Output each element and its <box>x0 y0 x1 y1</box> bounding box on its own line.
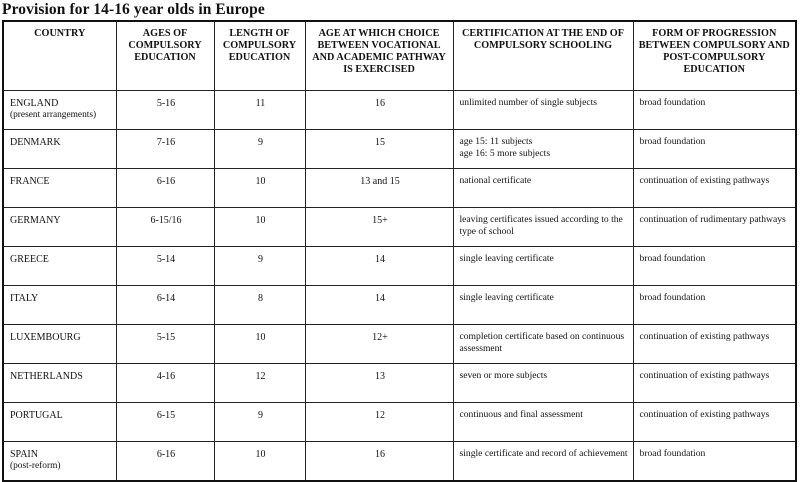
choice-age-cell: 16 <box>305 442 453 482</box>
certification-cell <box>453 442 633 482</box>
length-cell: 10 <box>214 208 305 247</box>
table-row <box>3 403 796 442</box>
country-name: LUXEMBOURG <box>10 332 81 343</box>
choice-age-cell: 15+ <box>305 208 453 247</box>
certification-cell <box>453 247 633 286</box>
ages-cell: 5-16 <box>116 91 214 130</box>
certification-cell <box>453 286 633 325</box>
table-row <box>3 91 796 130</box>
country-name: ENGLAND <box>10 98 59 109</box>
table-row <box>3 286 796 325</box>
choice-age-cell: 12 <box>305 403 453 442</box>
table-row <box>3 325 796 364</box>
country-name: FRANCE <box>10 176 50 187</box>
ages-cell: 5-15 <box>116 325 214 364</box>
choice-age-cell: 14 <box>305 286 453 325</box>
table-header-row <box>3 21 796 91</box>
choice-age-cell: 13 and 15 <box>305 169 453 208</box>
country-cell <box>3 130 116 169</box>
table-row <box>3 208 796 247</box>
country-name: PORTUGAL <box>10 410 63 421</box>
certification-cell <box>453 364 633 403</box>
length-cell: 12 <box>214 364 305 403</box>
choice-age-cell: 16 <box>305 91 453 130</box>
header-choice-age: AGE AT WHICH CHOICE BETWEEN VOCATIONAL AND ACADEMIC PATHWAY IS EXERCISED <box>305 21 453 91</box>
country-cell <box>3 247 116 286</box>
certification-text: single leaving certificate <box>459 253 554 264</box>
provision-table <box>2 20 797 482</box>
ages-cell: 6-15/16 <box>116 208 214 247</box>
progression-cell: broad foundation <box>633 286 796 325</box>
progression-cell: continuation of existing pathways <box>633 325 796 364</box>
country-name: GERMANY <box>10 215 61 226</box>
country-cell <box>3 91 116 130</box>
country-name: ITALY <box>10 293 39 304</box>
ages-cell: 6-16 <box>116 442 214 482</box>
length-cell: 10 <box>214 325 305 364</box>
ages-cell: 4-16 <box>116 364 214 403</box>
country-name: NETHERLANDS <box>10 371 83 382</box>
length-cell: 8 <box>214 286 305 325</box>
country-cell <box>3 364 116 403</box>
choice-age-cell: 15 <box>305 130 453 169</box>
certification-cell <box>453 208 633 247</box>
page-title: Provision for 14-16 year olds in Europe <box>2 1 265 18</box>
certification-cell <box>453 169 633 208</box>
ages-cell: 6-15 <box>116 403 214 442</box>
country-cell <box>3 325 116 364</box>
table-row <box>3 169 796 208</box>
certification-cell <box>453 91 633 130</box>
certification-text: completion certificate based on continuous assessment <box>459 331 625 354</box>
progression-cell: broad foundation <box>633 247 796 286</box>
progression-cell: broad foundation <box>633 130 796 169</box>
length-cell: 10 <box>214 442 305 482</box>
country-name: GREECE <box>10 254 49 265</box>
country-cell <box>3 403 116 442</box>
length-cell: 9 <box>214 130 305 169</box>
header-length: LENGTH OF COMPULSORY EDUCATION <box>214 21 305 91</box>
country-name: SPAIN <box>10 449 38 460</box>
country-name: DENMARK <box>10 137 61 148</box>
length-cell: 9 <box>214 403 305 442</box>
certification-text: unlimited number of single subjects <box>459 97 597 108</box>
certification-text: national certificate <box>459 175 532 186</box>
certification-text: single certificate and record of achievement <box>459 448 628 459</box>
table-row <box>3 130 796 169</box>
length-cell: 9 <box>214 247 305 286</box>
header-certification: CERTIFICATION AT THE END OF COMPULSORY SCHOOLING <box>453 21 633 91</box>
progression-cell: continuation of existing pathways <box>633 169 796 208</box>
certification-cell <box>453 403 633 442</box>
ages-cell: 5-14 <box>116 247 214 286</box>
progression-cell: continuation of existing pathways <box>633 403 796 442</box>
certification-text: seven or more subjects <box>459 370 548 381</box>
country-cell <box>3 286 116 325</box>
table-row <box>3 364 796 403</box>
certification-cell <box>453 130 633 169</box>
header-country: COUNTRY <box>3 21 116 91</box>
ages-cell: 6-16 <box>116 169 214 208</box>
certification-cell <box>453 325 633 364</box>
header-ages: AGES OF COMPULSORY EDUCATION <box>116 21 214 91</box>
certification-text: age 15: 11 subjects <box>459 136 533 147</box>
header-progression: FORM OF PROGRESSION BETWEEN COMPULSORY AND POST-COMPULSORY EDUCATION <box>633 21 796 91</box>
length-cell: 11 <box>214 91 305 130</box>
progression-cell: broad foundation <box>633 442 796 482</box>
ages-cell: 7-16 <box>116 130 214 169</box>
country-cell <box>3 208 116 247</box>
table-row <box>3 247 796 286</box>
choice-age-cell: 13 <box>305 364 453 403</box>
certification-text: continuous and final assessment <box>459 409 583 420</box>
progression-cell: continuation of existing pathways <box>633 364 796 403</box>
progression-cell: continuation of rudimentary pathways <box>633 208 796 247</box>
table-row <box>3 442 796 482</box>
choice-age-cell: 12+ <box>305 325 453 364</box>
progression-cell: broad foundation <box>633 91 796 130</box>
certification-text: single leaving certificate <box>459 292 554 303</box>
ages-cell: 6-14 <box>116 286 214 325</box>
country-cell <box>3 442 116 482</box>
length-cell: 10 <box>214 169 305 208</box>
choice-age-cell: 14 <box>305 247 453 286</box>
certification-text-2: age 16: 5 more subjects <box>459 147 551 159</box>
certification-text: leaving certificates issued according to the type of school <box>459 214 623 237</box>
country-note: (present arrangements) <box>10 109 97 120</box>
country-note: (post-reform) <box>10 460 61 471</box>
country-cell <box>3 169 116 208</box>
